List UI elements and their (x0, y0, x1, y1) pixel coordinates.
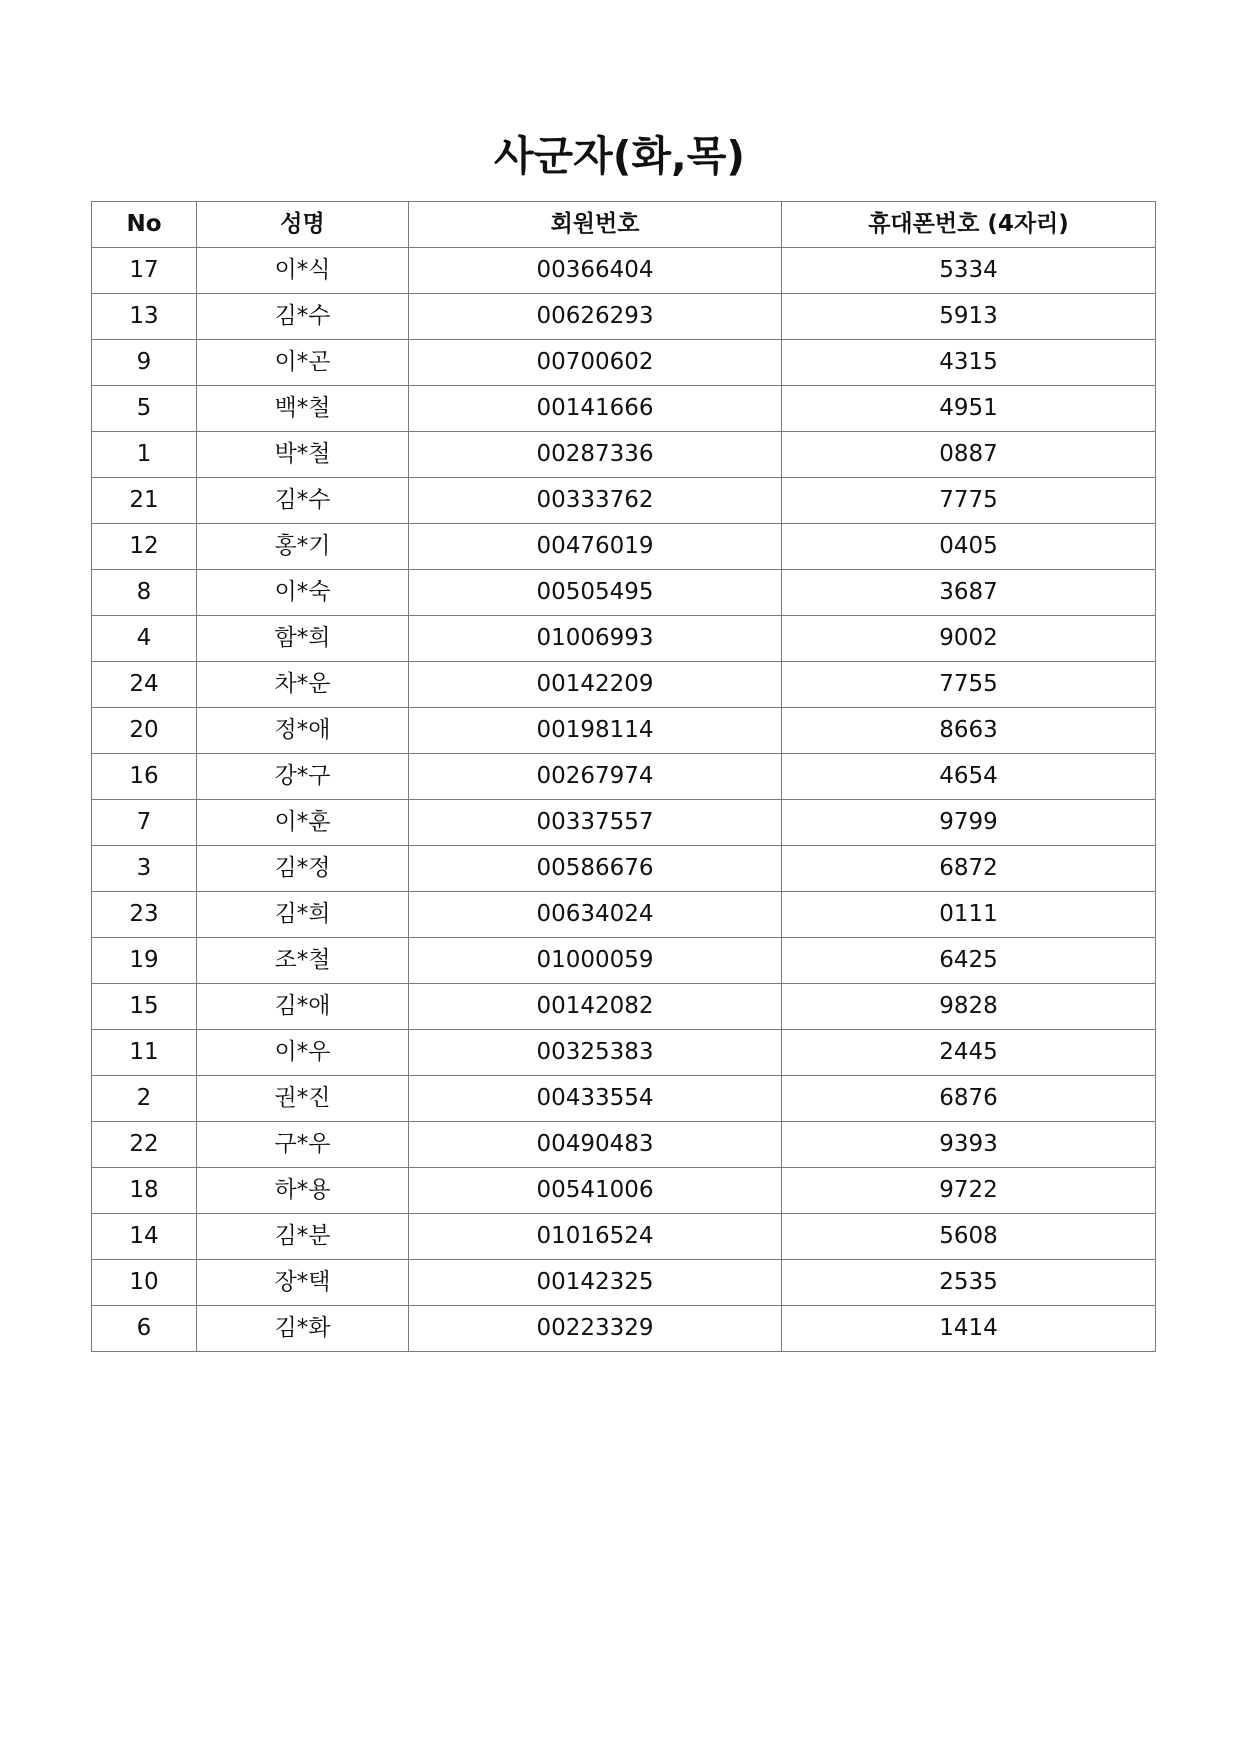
cell-no: 19 (92, 938, 197, 984)
table-row (92, 1260, 1156, 1306)
table-row (92, 662, 1156, 708)
cell-phone-last4: 0405 (782, 524, 1156, 570)
cell-member-number: 00490483 (409, 1122, 782, 1168)
cell-no: 18 (92, 1168, 197, 1214)
cell-name: 홍*기 (197, 524, 409, 570)
cell-name: 김*정 (197, 846, 409, 892)
cell-phone-last4: 4654 (782, 754, 1156, 800)
cell-no: 16 (92, 754, 197, 800)
cell-name: 구*우 (197, 1122, 409, 1168)
cell-no: 11 (92, 1030, 197, 1076)
cell-phone-last4: 7775 (782, 478, 1156, 524)
cell-phone-last4: 6872 (782, 846, 1156, 892)
cell-name: 김*수 (197, 294, 409, 340)
cell-member-number: 00223329 (409, 1306, 782, 1352)
cell-no: 12 (92, 524, 197, 570)
cell-member-number: 00141666 (409, 386, 782, 432)
cell-no: 20 (92, 708, 197, 754)
cell-member-number: 00333762 (409, 478, 782, 524)
table-row (92, 892, 1156, 938)
table-row (92, 524, 1156, 570)
cell-member-number: 00142325 (409, 1260, 782, 1306)
cell-member-number: 00626293 (409, 294, 782, 340)
cell-member-number: 00586676 (409, 846, 782, 892)
cell-name: 정*애 (197, 708, 409, 754)
cell-member-number: 00366404 (409, 248, 782, 294)
cell-phone-last4: 6425 (782, 938, 1156, 984)
cell-name: 차*운 (197, 662, 409, 708)
cell-phone-last4: 4951 (782, 386, 1156, 432)
cell-no: 4 (92, 616, 197, 662)
table-row (92, 340, 1156, 386)
cell-member-number: 00287336 (409, 432, 782, 478)
table-row (92, 1168, 1156, 1214)
table-row (92, 984, 1156, 1030)
table-row (92, 1076, 1156, 1122)
cell-no: 2 (92, 1076, 197, 1122)
cell-no: 9 (92, 340, 197, 386)
member-table (91, 201, 1156, 1352)
cell-member-number: 00634024 (409, 892, 782, 938)
cell-member-number: 00505495 (409, 570, 782, 616)
cell-member-number: 00337557 (409, 800, 782, 846)
cell-name: 김*애 (197, 984, 409, 1030)
cell-name: 이*식 (197, 248, 409, 294)
table-header-row (92, 202, 1156, 248)
cell-phone-last4: 9393 (782, 1122, 1156, 1168)
cell-name: 함*희 (197, 616, 409, 662)
table-row (92, 1030, 1156, 1076)
table-row (92, 938, 1156, 984)
cell-phone-last4: 4315 (782, 340, 1156, 386)
cell-no: 7 (92, 800, 197, 846)
cell-name: 김*희 (197, 892, 409, 938)
cell-phone-last4: 7755 (782, 662, 1156, 708)
cell-no: 24 (92, 662, 197, 708)
cell-member-number: 00433554 (409, 1076, 782, 1122)
cell-no: 23 (92, 892, 197, 938)
cell-no: 14 (92, 1214, 197, 1260)
cell-name: 김*화 (197, 1306, 409, 1352)
cell-phone-last4: 8663 (782, 708, 1156, 754)
table-row (92, 754, 1156, 800)
table-row (92, 846, 1156, 892)
cell-phone-last4: 6876 (782, 1076, 1156, 1122)
cell-name: 장*택 (197, 1260, 409, 1306)
cell-name: 권*진 (197, 1076, 409, 1122)
cell-member-number: 00142082 (409, 984, 782, 1030)
table-row (92, 616, 1156, 662)
cell-member-number: 00325383 (409, 1030, 782, 1076)
table-row (92, 800, 1156, 846)
page-title: 사군자(화,목) (493, 132, 746, 180)
cell-no: 10 (92, 1260, 197, 1306)
cell-member-number: 00541006 (409, 1168, 782, 1214)
header-name: 성명 (197, 202, 409, 248)
cell-name: 이*훈 (197, 800, 409, 846)
cell-phone-last4: 0111 (782, 892, 1156, 938)
cell-name: 이*우 (197, 1030, 409, 1076)
cell-member-number: 00142209 (409, 662, 782, 708)
cell-no: 22 (92, 1122, 197, 1168)
cell-phone-last4: 9722 (782, 1168, 1156, 1214)
cell-member-number: 00700602 (409, 340, 782, 386)
cell-name: 김*수 (197, 478, 409, 524)
cell-member-number: 01006993 (409, 616, 782, 662)
cell-phone-last4: 3687 (782, 570, 1156, 616)
cell-name: 박*철 (197, 432, 409, 478)
table-row (92, 386, 1156, 432)
cell-member-number: 01000059 (409, 938, 782, 984)
header-member-number: 회원번호 (409, 202, 782, 248)
table-row (92, 478, 1156, 524)
cell-no: 1 (92, 432, 197, 478)
cell-phone-last4: 2535 (782, 1260, 1156, 1306)
cell-phone-last4: 9002 (782, 616, 1156, 662)
table-row (92, 708, 1156, 754)
cell-member-number: 00476019 (409, 524, 782, 570)
cell-phone-last4: 5608 (782, 1214, 1156, 1260)
header-no: No (92, 202, 197, 248)
cell-no: 3 (92, 846, 197, 892)
table-row (92, 570, 1156, 616)
header-phone-last4: 휴대폰번호 (4자리) (782, 202, 1156, 248)
cell-no: 5 (92, 386, 197, 432)
cell-name: 강*구 (197, 754, 409, 800)
cell-phone-last4: 9799 (782, 800, 1156, 846)
table-row (92, 1122, 1156, 1168)
table-body (92, 248, 1156, 1352)
cell-phone-last4: 5334 (782, 248, 1156, 294)
cell-phone-last4: 0887 (782, 432, 1156, 478)
cell-name: 조*철 (197, 938, 409, 984)
cell-no: 21 (92, 478, 197, 524)
cell-name: 김*분 (197, 1214, 409, 1260)
cell-name: 하*용 (197, 1168, 409, 1214)
cell-member-number: 00267974 (409, 754, 782, 800)
cell-name: 이*숙 (197, 570, 409, 616)
cell-phone-last4: 2445 (782, 1030, 1156, 1076)
cell-member-number: 00198114 (409, 708, 782, 754)
table-row (92, 294, 1156, 340)
cell-no: 8 (92, 570, 197, 616)
cell-no: 6 (92, 1306, 197, 1352)
table-row (92, 248, 1156, 294)
table-row (92, 432, 1156, 478)
cell-name: 이*곤 (197, 340, 409, 386)
cell-no: 15 (92, 984, 197, 1030)
cell-no: 13 (92, 294, 197, 340)
cell-name: 백*철 (197, 386, 409, 432)
cell-phone-last4: 9828 (782, 984, 1156, 1030)
table-row (92, 1214, 1156, 1260)
cell-phone-last4: 1414 (782, 1306, 1156, 1352)
cell-no: 17 (92, 248, 197, 294)
cell-phone-last4: 5913 (782, 294, 1156, 340)
table-row (92, 1306, 1156, 1352)
cell-member-number: 01016524 (409, 1214, 782, 1260)
